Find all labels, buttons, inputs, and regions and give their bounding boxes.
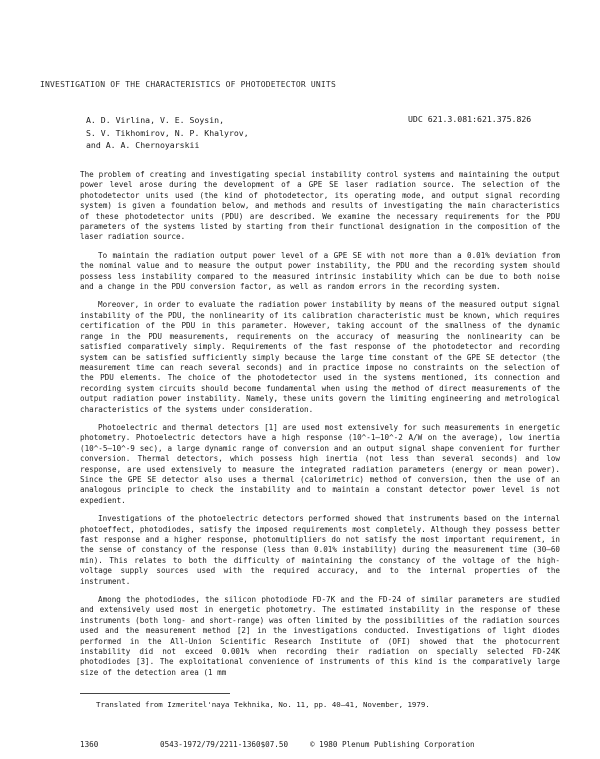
article-body: [80, 170, 560, 678]
udc-code: UDC 621.3.081:621.375.826: [408, 114, 532, 124]
author-line: and A. A. Chernoyarskii: [86, 140, 200, 150]
footnote-divider: [80, 693, 230, 694]
paragraph: Moreover, in order to evaluate the radiation power instability by means of the measured output signal instability of the PDU, the nonlinearity of its calibration characteristic must be known, which requires certification of the PDU in this parameter. However, taking account of the smallness of the dynamic range in the PDU measurements, requirements on the accuracy of measuring the nonlinearity can be satisfied comparatively simply. Requirements of the fast response of the photodetector and recording system can be satisfied sufficiently simply because the large time constant of the GPE SE detector (the measurement time can reach several seconds) and in practice impose no constraints on the selection of the PDU elements. The choice of the photodetector used in the systems mentioned, its connection and recording system circuits should become fundamental when using the method of direct measurements of the output radiation power instability. Namely, these units govern the limiting engineering and metrological characteristics of the systems under consideration.: [80, 300, 560, 414]
author-line: A. D. Virlina, V. E. Soysin,: [86, 115, 225, 125]
abstract: The problem of creating and investigating special instability control systems and maintaining the output power level arose during the development of a GPE SE laser radiation source. The selection of the photodetector units used (the kind of photodetector, its operating mode, and output signal recording system) is given a foundation below, and methods and results of investigating the main characteristics of these photodetector units (PDU) are described. We examine the necessary requirements for the PDU parameters of the systems listed by starting from their functional designation in the composition of the laser radiation source.: [80, 170, 560, 242]
article-title: INVESTIGATION OF THE CHARACTERISTICS OF PHOTODETECTOR UNITS: [40, 80, 336, 89]
paragraph: To maintain the radiation output power level of a GPE SE with not more than a 0.01% deviation from the nominal value and to measure the output power instability, the PDU and the recording system should possess less instability compared to the measured intrinsic instability which can be due to both noise and a change in the PDU conversion factor, as well as random errors in the recording system.: [80, 250, 560, 292]
paragraph: Among the photodiodes, the silicon photodiode FD-7K and the FD-24 of similar parameters are studied and extensively used most in energetic photometry. The estimated instability in the response of these instruments (both long- and short-range) was often limited by the possibilities of the radiation sources used and the measurement method [2] in the investigations conducted. Investigations of light diodes performed in the All-Union Scientific Research Institute of (OFI) showed that the photocurrent instability did not exceed 0.001% when recording their radiation on specially selected FD-24K photodiodes [3]. The exploitational convenience of instruments of this kind is the comparatively large size of the detection area (1 mm: [80, 595, 560, 677]
translation-footnote: Translated from Izmeritel'naya Tekhnika, No. 11, pp. 40–41, November, 1979.: [96, 700, 430, 709]
article-code: 0543-1972/79/2211-1360$07.50: [160, 740, 289, 749]
paragraph: Photoelectric and thermal detectors [1] are used most extensively for such measurements in energetic photometry. Photoelectric detectors have a high response (10^-1–10^-2 A/W on the average), low inertia (10^-5–10^-9 sec), a large dynamic range of conversion and an output signal shape convenient for further conversion. Thermal detectors, which possess high inertia (not less than several seconds) and low response, are used extensively to measure the integrated radiation parameters (energy or mean power). Since the GPE SE detector also uses a thermal (calorimetric) method of conversion, then the use of an analogous principle to check the instability and to maintain a constant detector power level is not expedient.: [80, 422, 560, 505]
author-list: [86, 114, 249, 152]
author-line: S. V. Tikhomirov, N. P. Khalyrov,: [86, 127, 249, 138]
paragraph: Investigations of the photoelectric detectors performed showed that instruments based on the internal photoeffect, photodiodes, satisfy the imposed requirements most completely. Although they possess better fast response and a higher response, photomultipliers do not satisfy the most important requirement, in the sense of constancy of the response (less than 0.01% instability) during the measurement time (30–60 min). This relates to both the difficulty of maintaining the constancy of the voltage of the high-voltage supply sources used with the required accuracy, and to the internal properties of the instrument.: [80, 514, 560, 586]
publisher-line: © 1980 Plenum Publishing Corporation: [310, 740, 475, 749]
page-number: 1360: [80, 740, 99, 749]
